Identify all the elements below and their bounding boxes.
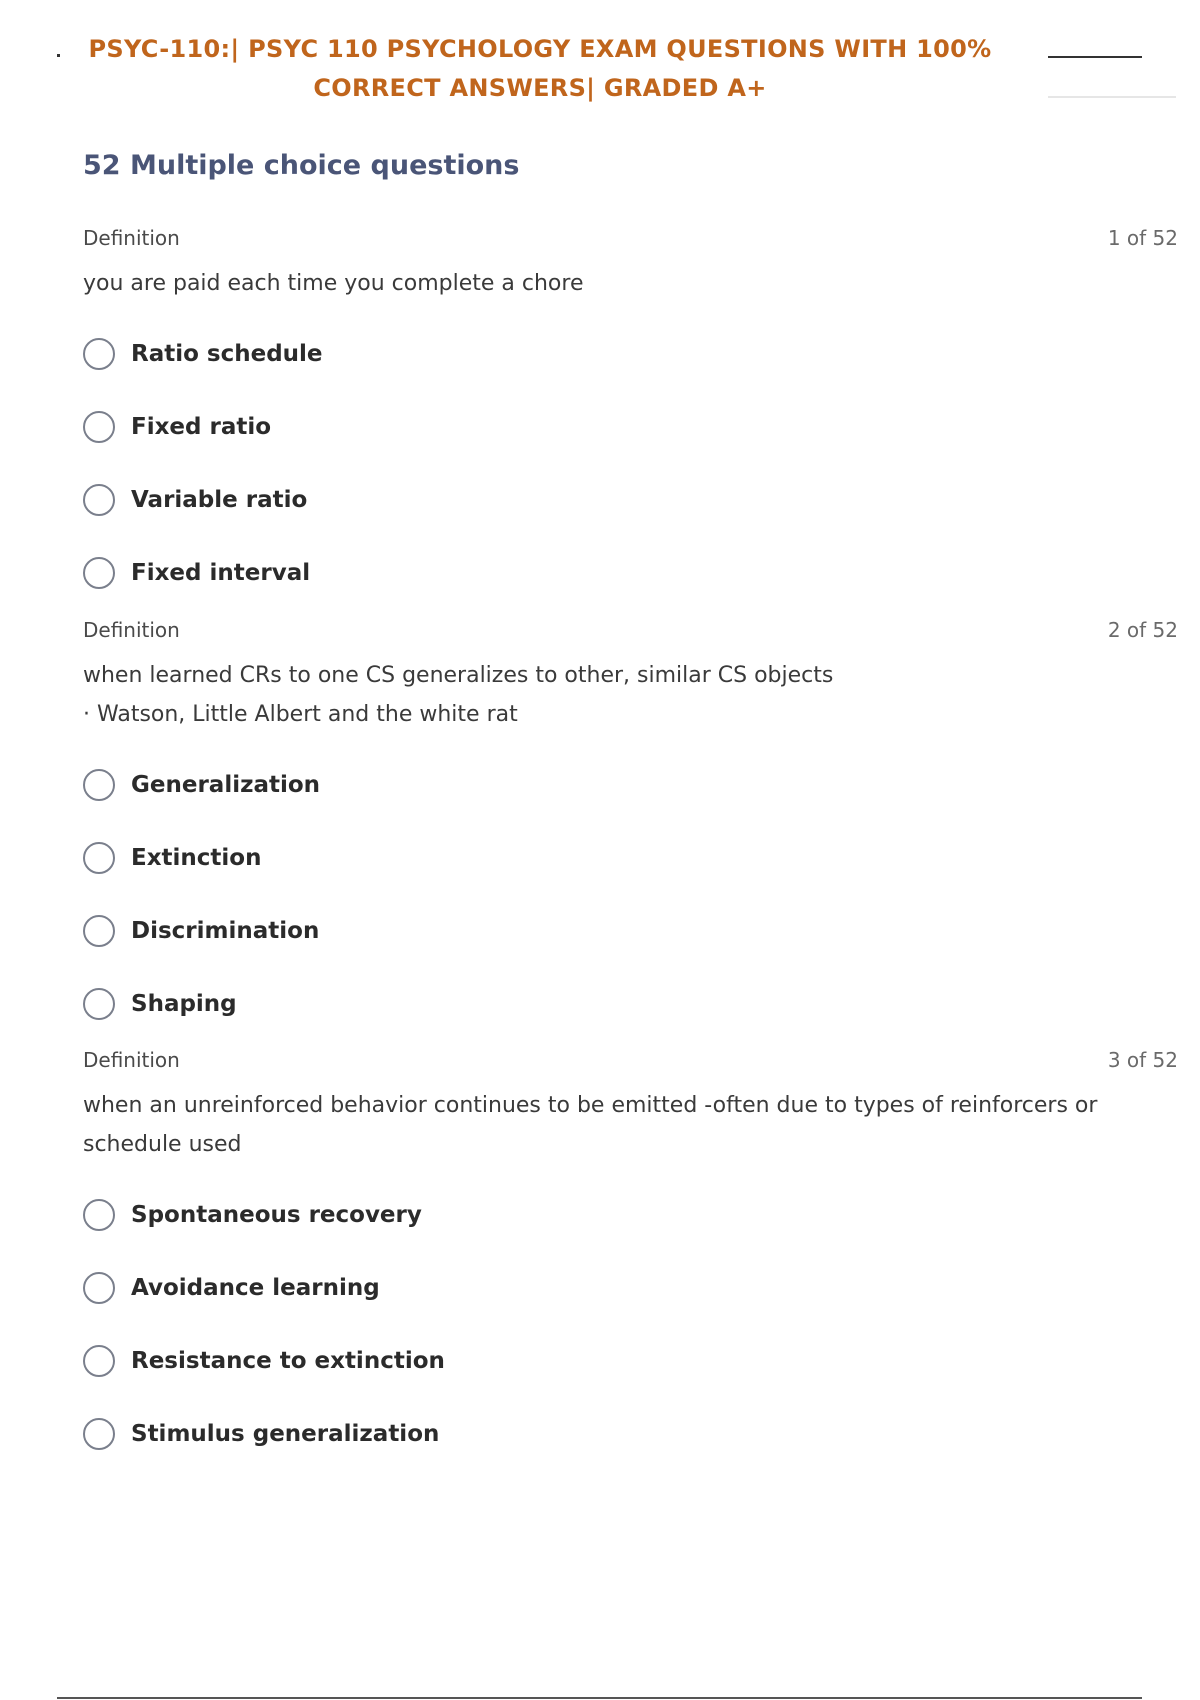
- answer-option-label: Stimulus generalization: [131, 1420, 440, 1447]
- question-type-label: Definition: [83, 618, 180, 642]
- question-card: [83, 226, 1178, 609]
- answer-option-label: Resistance to extinction: [131, 1347, 445, 1374]
- answer-option[interactable]: [83, 1251, 1178, 1324]
- question-meta: [83, 1048, 1178, 1078]
- answer-option[interactable]: [83, 1324, 1178, 1397]
- question-type-label: Definition: [83, 1048, 180, 1072]
- document-title-line-2: CORRECT ANSWERS| GRADED A+: [313, 74, 767, 102]
- radio-button-icon[interactable]: [83, 1199, 115, 1231]
- answer-option[interactable]: [83, 748, 1178, 821]
- answer-option-label: Ratio schedule: [131, 340, 323, 367]
- radio-button-icon[interactable]: [83, 769, 115, 801]
- question-card: [83, 1048, 1178, 1470]
- radio-button-icon[interactable]: [83, 842, 115, 874]
- question-meta: [83, 226, 1178, 256]
- answer-option-label: Fixed ratio: [131, 413, 272, 440]
- radio-button-icon[interactable]: [83, 411, 115, 443]
- radio-button-icon[interactable]: [83, 557, 115, 589]
- question-counter: 1 of 52: [1107, 226, 1178, 250]
- question-type-label: Definition: [83, 226, 180, 250]
- radio-button-icon[interactable]: [83, 484, 115, 516]
- footer-rule: [57, 1697, 1142, 1699]
- question-card: [83, 618, 1178, 1040]
- radio-button-icon[interactable]: [83, 1345, 115, 1377]
- question-prompt: you are paid each time you complete a chore: [83, 271, 584, 296]
- answer-option[interactable]: [83, 894, 1178, 967]
- question-prompt-bullet: · Watson, Little Albert and the white rat: [83, 702, 518, 727]
- document-title-line-1: PSYC-110:| PSYC 110 PSYCHOLOGY EXAM QUESTIONS WITH 100%: [88, 35, 992, 63]
- question-prompt: when an unreinforced behavior continues to be emitted -often due to types of reinforcers or schedule used: [83, 1093, 1098, 1157]
- question-prompt: [83, 656, 1103, 734]
- question-meta: [83, 618, 1178, 648]
- answer-option-label: Extinction: [131, 844, 262, 871]
- answer-option[interactable]: [83, 967, 1178, 1040]
- radio-button-icon[interactable]: [83, 1272, 115, 1304]
- answer-option[interactable]: [83, 1397, 1178, 1470]
- answer-option[interactable]: [83, 821, 1178, 894]
- answer-option[interactable]: [83, 463, 1178, 536]
- section-heading: 52 Multiple choice questions: [83, 150, 520, 181]
- answer-option-label: Shaping: [131, 990, 237, 1017]
- radio-button-icon[interactable]: [83, 1418, 115, 1450]
- answer-option[interactable]: [83, 317, 1178, 390]
- question-counter: 2 of 52: [1107, 618, 1178, 642]
- answer-options: [83, 317, 1178, 609]
- answer-option-label: Fixed interval: [131, 559, 311, 586]
- radio-button-icon[interactable]: [83, 338, 115, 370]
- answer-options: [83, 748, 1178, 1040]
- answer-option-label: Discrimination: [131, 917, 320, 944]
- answer-option-label: Variable ratio: [131, 486, 308, 513]
- question-counter: 3 of 52: [1107, 1048, 1178, 1072]
- answer-option-label: Spontaneous recovery: [131, 1201, 422, 1228]
- answer-option[interactable]: [83, 1178, 1178, 1251]
- header-rule: [1048, 56, 1142, 58]
- header-rule-light: [1048, 96, 1176, 98]
- radio-button-icon[interactable]: [83, 915, 115, 947]
- answer-option[interactable]: [83, 390, 1178, 463]
- answer-option-label: Generalization: [131, 771, 321, 798]
- answer-options: [83, 1178, 1178, 1470]
- answer-option[interactable]: [83, 536, 1178, 609]
- question-prompt-main: when learned CRs to one CS generalizes to other, similar CS objects: [83, 663, 834, 688]
- answer-option-label: Avoidance learning: [131, 1274, 380, 1301]
- document-title: [60, 30, 1020, 108]
- radio-button-icon[interactable]: [83, 988, 115, 1020]
